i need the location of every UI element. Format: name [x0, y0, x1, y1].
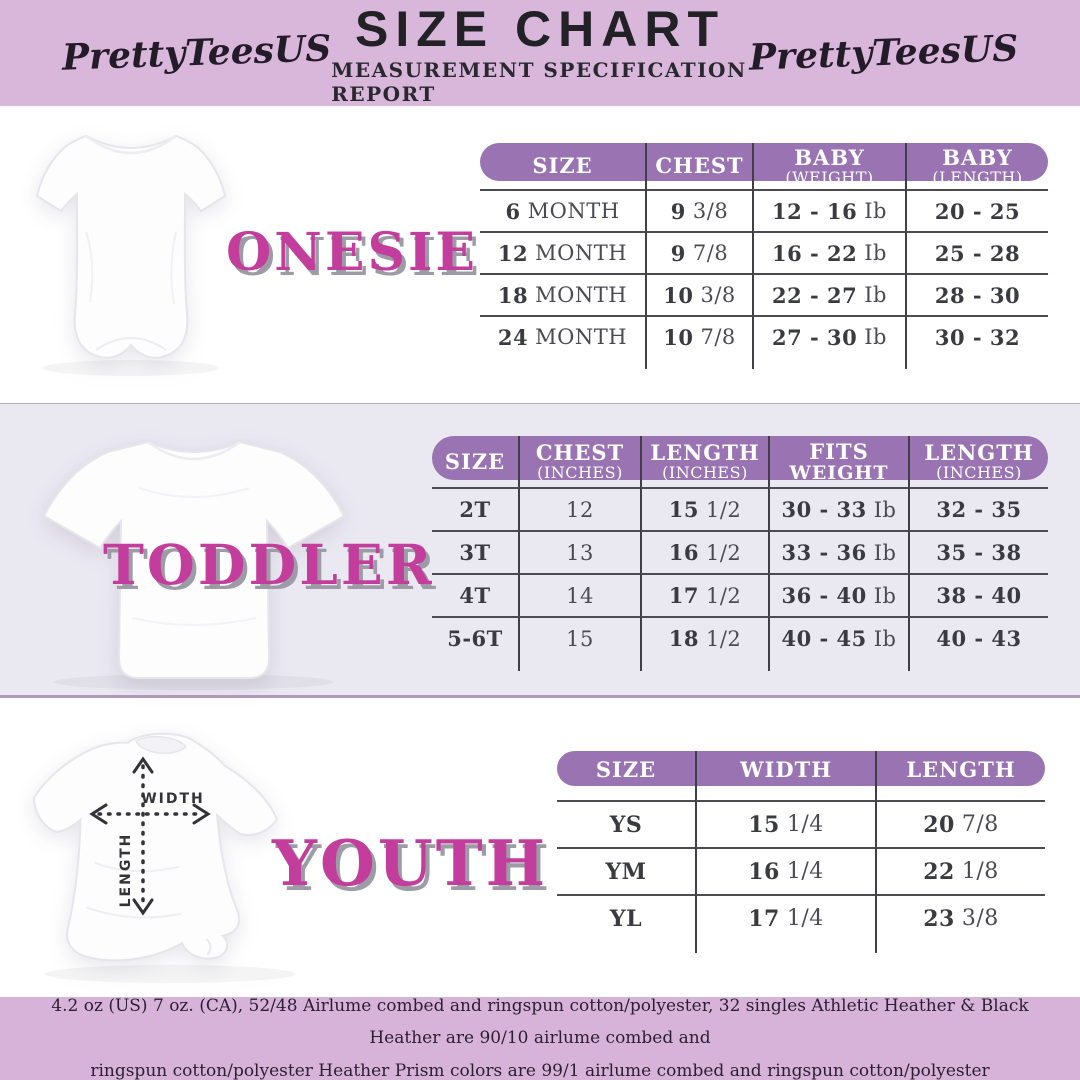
table-header-cell: FITS WEIGHT	[768, 436, 908, 487]
table-cell: 36 - 40 Ib	[768, 573, 908, 616]
table-cell: 5-6T	[432, 616, 518, 659]
table-cell: 13	[518, 530, 640, 573]
table-cell: YS	[557, 800, 695, 847]
table-cell: 10 3/8	[645, 273, 752, 315]
table-cell: 17 1/2	[640, 573, 768, 616]
table-cell: 22 1/8	[875, 847, 1045, 894]
table-header-cell: LENGTH	[875, 751, 1045, 800]
table-header-cell: WIDTH	[695, 751, 875, 800]
table-header-cell: SIZE	[444, 448, 506, 474]
table-cell: 32 - 35	[908, 487, 1048, 530]
youth-label: YOUTH	[272, 826, 549, 900]
toddler-size-table	[432, 436, 1048, 671]
table-cell: 15 1/4	[695, 800, 875, 847]
width-arrow-label: WIDTH	[141, 791, 205, 807]
table-header-cell: CHEST	[645, 143, 752, 189]
table-rule-tail	[768, 659, 908, 671]
table-cell: YL	[557, 894, 695, 941]
toddler-label: TODDLER	[103, 532, 435, 597]
fabric-spec-line1: 4.2 oz (US) 7 oz. (CA), 52/48 Airlume combed and ringspun cotton/polyester, 32 singles Athletic Heather & Black Heather are 90/10 airlume combed and	[51, 996, 1029, 1049]
table-cell: 15	[518, 616, 640, 659]
table-cell: 22 - 27 Ib	[752, 273, 905, 315]
table-cell: 40 - 45 Ib	[768, 616, 908, 659]
table-cell: 16 - 22 Ib	[752, 231, 905, 273]
table-cell: 12 MONTH	[480, 231, 645, 273]
table-cell: 3T	[432, 530, 518, 573]
table-rule-tail	[645, 357, 752, 369]
table-cell: 27 - 30 Ib	[752, 315, 905, 357]
fabric-spec-line2: ringspun cotton/polyester Heather Prism colors are 99/1 airlume combed and ringspun cotton/polyester	[90, 1060, 990, 1080]
table-header-cell: LENGTH (INCHES)	[640, 436, 768, 487]
table-cell: 9 3/8	[645, 189, 752, 231]
header-band	[0, 0, 1080, 106]
table-cell: 20 7/8	[875, 800, 1045, 847]
table-cell: 12	[518, 487, 640, 530]
table-cell: 6 MONTH	[480, 189, 645, 231]
table-header-cell: LENGTH (INCHES)	[908, 436, 1048, 487]
table-cell: 2T	[432, 487, 518, 530]
brand-script-right: PrettyTeesUS	[748, 27, 1019, 79]
table-rule-tail	[908, 659, 1048, 671]
table-cell: 17 1/4	[695, 894, 875, 941]
table-cell: 12 - 16 Ib	[752, 189, 905, 231]
fabric-spec-text	[30, 990, 1050, 1080]
table-cell: 9 7/8	[645, 231, 752, 273]
table-cell: 24 MONTH	[480, 315, 645, 357]
table-rule-tail	[432, 659, 518, 671]
table-cell: 35 - 38	[908, 530, 1048, 573]
table-cell: 16 1/2	[640, 530, 768, 573]
table-header-cell: CHEST (INCHES)	[518, 436, 640, 487]
table-cell: 38 - 40	[908, 573, 1048, 616]
table-rule-tail	[875, 941, 1045, 953]
table-header-cell: BABY (WEIGHT)	[752, 143, 905, 189]
table-cell: 14	[518, 573, 640, 616]
table-cell: 16 1/4	[695, 847, 875, 894]
table-rule-tail	[640, 659, 768, 671]
table-rule-tail	[518, 659, 640, 671]
page-title: SIZE CHART	[355, 1, 725, 57]
onesie-size-table	[480, 143, 1048, 369]
title-block	[331, 1, 749, 106]
onesie-image	[26, 112, 236, 381]
youth-size-table	[557, 751, 1045, 953]
page-subtitle: MEASUREMENT SPECIFICATION REPORT	[331, 58, 747, 106]
table-cell: 20 - 25	[905, 189, 1048, 231]
table-cell: 30 - 32	[905, 315, 1048, 357]
table-rule-tail	[905, 357, 1048, 369]
table-rule-tail	[557, 941, 695, 953]
table-cell: 40 - 43	[908, 616, 1048, 659]
onesie-label: ONESIE	[226, 222, 478, 283]
brand-script-left: PrettyTeesUS	[61, 27, 332, 79]
table-header-cell: SIZE	[595, 757, 657, 782]
table-cell: 18 1/2	[640, 616, 768, 659]
table-cell: 28 - 30	[905, 273, 1048, 315]
table-rule-tail	[752, 357, 905, 369]
table-rule-tail	[695, 941, 875, 953]
table-cell: 30 - 33 Ib	[768, 487, 908, 530]
table-cell: 33 - 36 Ib	[768, 530, 908, 573]
table-rule-tail	[480, 357, 645, 369]
length-arrow-label: LENGTH	[118, 832, 134, 908]
table-header-cell: SIZE	[532, 153, 593, 179]
footer-band	[0, 997, 1080, 1080]
table-cell: 15 1/2	[640, 487, 768, 530]
table-cell: 23 3/8	[875, 894, 1045, 941]
table-cell: 18 MONTH	[480, 273, 645, 315]
table-cell: 25 - 28	[905, 231, 1048, 273]
table-cell: 10 7/8	[645, 315, 752, 357]
table-cell: YM	[557, 847, 695, 894]
table-header-cell: BABY (LENGTH)	[905, 143, 1048, 189]
table-cell: 4T	[432, 573, 518, 616]
